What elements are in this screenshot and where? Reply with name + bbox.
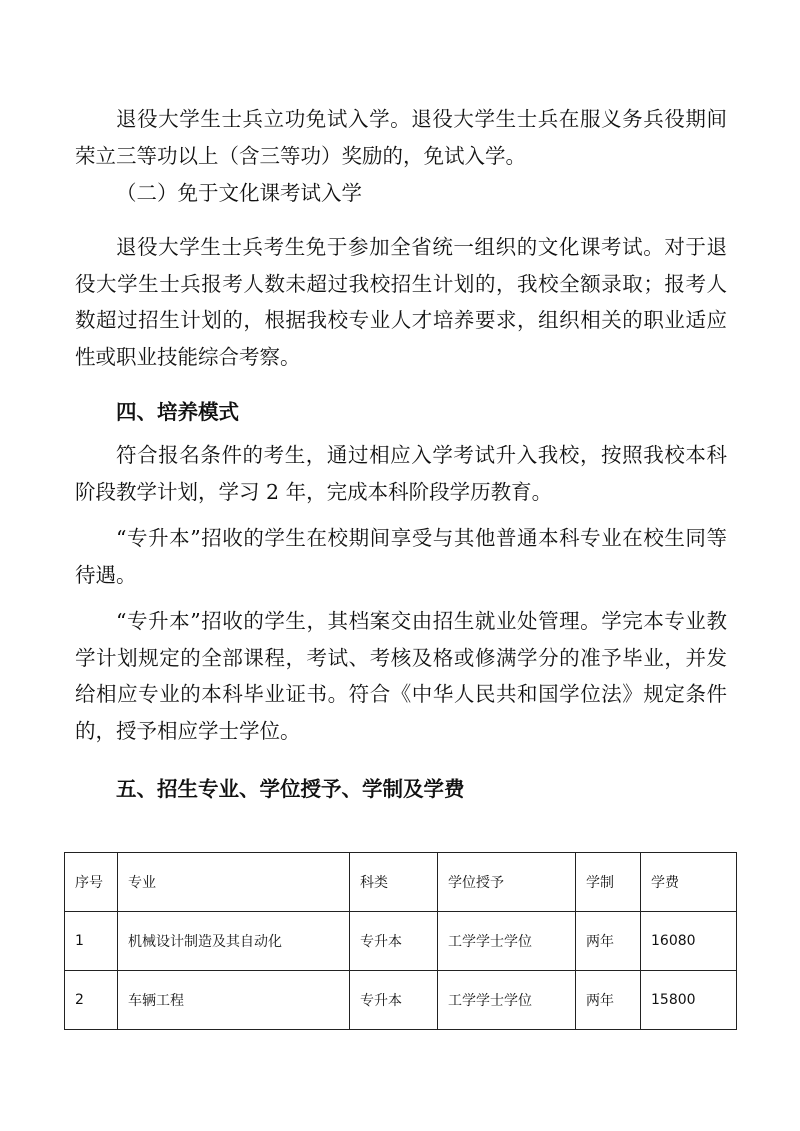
cell-index: 1	[65, 912, 118, 971]
header-cell-tuition: 学费	[641, 853, 737, 912]
cell-category: 专升本	[350, 971, 438, 1030]
cell-major: 机械设计制造及其自动化	[118, 912, 350, 971]
header-cell-duration: 学制	[576, 853, 641, 912]
header-cell-degree: 学位授予	[438, 853, 576, 912]
header-cell-category: 科类	[350, 853, 438, 912]
table-row	[65, 912, 737, 971]
paragraph-training-mode: 符合报名条件的考生，通过相应入学考试升入我校，按照我校本科阶段教学计划，学习 2 年，完成本科阶段学历教育。	[75, 443, 727, 504]
paragraph-student-treatment: “专升本”招收的学生在校期间享受与其他普通本科专业在校生同等待遇。	[75, 526, 727, 587]
table-row	[65, 971, 737, 1030]
section-heading-majors-fees: 五、招生专业、学位授予、学制及学费	[116, 777, 465, 801]
cell-category: 专升本	[350, 912, 438, 971]
header-cell-index: 序号	[65, 853, 118, 912]
section-heading-training-mode: 四、培养模式	[116, 400, 239, 424]
cell-tuition: 16080	[641, 912, 737, 971]
paragraph-exam-exemption: 退役大学生士兵考生免于参加全省统一组织的文化课考试。对于退役大学生士兵报考人数未超过我校招生计划的，我校全额录取；报考人数超过招生计划的，根据我校专业人才培养要求，组织相关的职业适应性或职业技能综合考察。	[75, 235, 727, 369]
cell-duration: 两年	[576, 971, 641, 1030]
majors-table	[64, 852, 737, 1030]
cell-degree: 工学学士学位	[438, 971, 576, 1030]
cell-tuition: 15800	[641, 971, 737, 1030]
table-header-row	[65, 853, 737, 912]
cell-degree: 工学学士学位	[438, 912, 576, 971]
cell-index: 2	[65, 971, 118, 1030]
cell-duration: 两年	[576, 912, 641, 971]
paragraph-exemption-merit: 退役大学生士兵立功免试入学。退役大学生士兵在服义务兵役期间荣立三等功以上（含三等功）奖励的，免试入学。	[75, 107, 727, 168]
paragraph-archive-degree: “专升本”招收的学生，其档案交由招生就业处管理。学完本专业教学计划规定的全部课程，考试、考核及格或修满学分的准予毕业，并发给相应专业的本科毕业证书。符合《中华人民共和国学位法》规定条件的，授予相应学士学位。	[75, 609, 727, 743]
cell-major: 车辆工程	[118, 971, 350, 1030]
header-cell-major: 专业	[118, 853, 350, 912]
subheading-exam-exemption: （二）免于文化课考试入学	[116, 181, 362, 205]
